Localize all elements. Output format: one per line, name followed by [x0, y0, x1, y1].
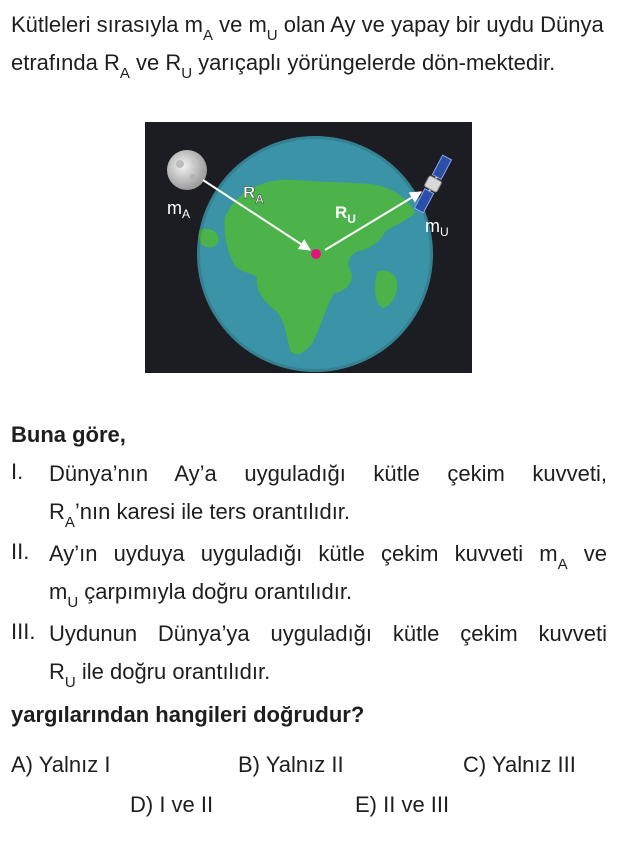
intro-text-5: yarıçaplı yörüngelerde dön-mektedir.	[192, 50, 556, 75]
statement-line-2: $R_A’nın$ karesi ile ters orantılıdır.	[49, 499, 351, 531]
label-m-u: $m_U$	[425, 216, 449, 239]
statement-number: I.	[11, 459, 24, 484]
intro-text-3: olan Ay ve yapay bir uydu Dünya etrafında	[11, 12, 604, 75]
statement-line-2: $m_U$ çarpımıyla doğru orantılıdır.	[49, 579, 353, 611]
statement-line-1: Uydunun Dünya’ya uyguladığı kütle çekim kuvveti	[49, 621, 607, 646]
symbol-r-a: $R_A$	[103, 50, 130, 82]
option-d[interactable]: D) I ve II	[130, 792, 214, 817]
option-e[interactable]: E) II ve III	[355, 792, 450, 817]
label-m-a: $m_A$	[167, 198, 191, 221]
statement-line-1: Ay’ın uyduya uyguladığı kütle çekim kuvveti $m_A$ ve	[49, 541, 607, 573]
statement-number: III.	[11, 619, 36, 644]
statement-1	[11, 455, 607, 531]
statement-line-2: $R_U$ ile doğru orantılıdır.	[49, 659, 271, 691]
intro-text-1: Kütleleri sırasıyla	[11, 12, 185, 37]
option-a[interactable]: A) Yalnız I	[11, 752, 111, 777]
intro-text-4: ve	[129, 50, 166, 75]
statement-number: II.	[11, 539, 30, 564]
intro-text-2: ve	[212, 12, 249, 37]
lead-text: Buna göre,	[11, 422, 126, 447]
symbol-m-u: $m_U$	[248, 12, 278, 44]
earth-center-dot	[311, 249, 321, 259]
question-text: yargılarından hangileri doğrudur?	[11, 702, 365, 727]
orbit-figure	[145, 122, 472, 373]
statement-3	[11, 615, 607, 691]
intro-paragraph	[11, 6, 611, 82]
label-r-a: $R_A$	[243, 183, 264, 206]
moon-icon	[167, 150, 207, 190]
statement-2	[11, 535, 607, 611]
symbol-r-u: $R_U$	[165, 50, 193, 82]
label-r-u: $R_U$	[335, 203, 356, 226]
option-b[interactable]: B) Yalnız II	[238, 752, 344, 777]
statement-line-1: Dünya’nın Ay’a uyguladığı kütle çekim kuvveti,	[49, 461, 607, 486]
option-c[interactable]: C) Yalnız III	[463, 752, 576, 777]
symbol-m-a: $m_A$	[184, 12, 213, 44]
